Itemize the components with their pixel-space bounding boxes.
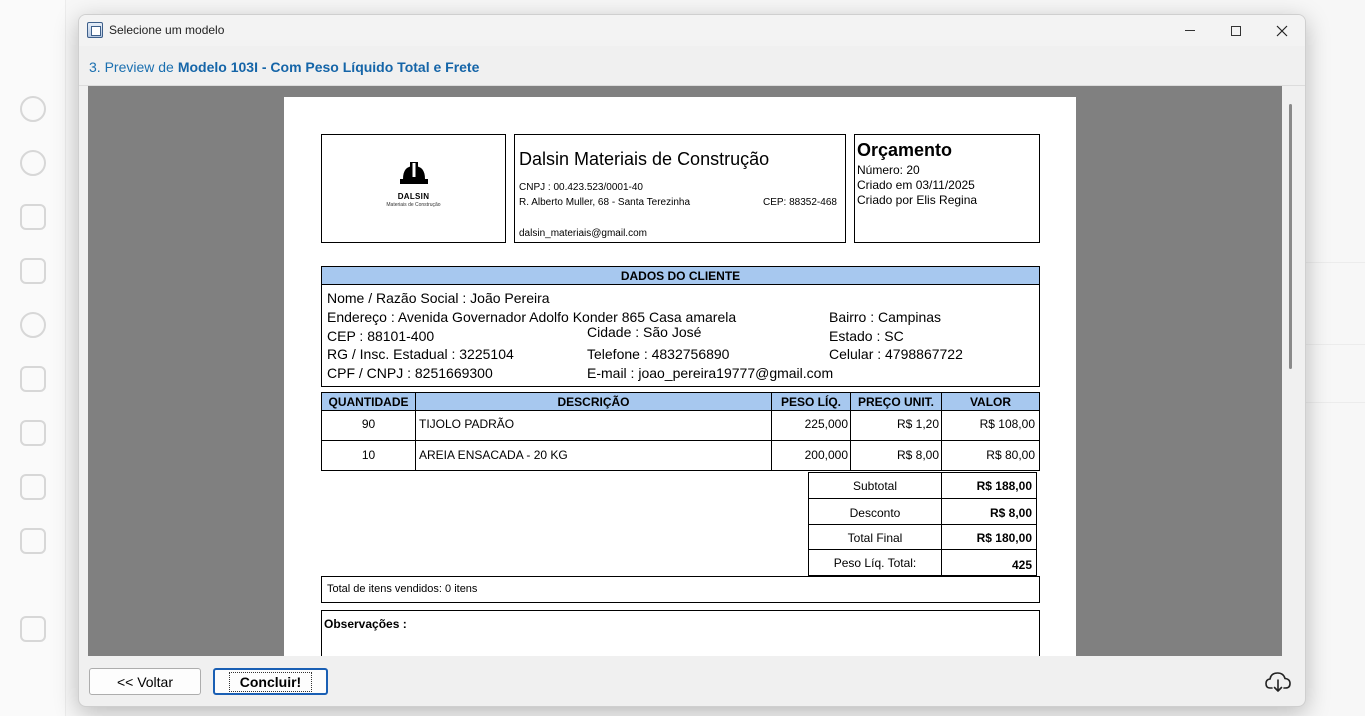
- background-sidebar: [0, 0, 66, 716]
- back-button[interactable]: << Voltar: [89, 668, 201, 695]
- table-row-1-unit: R$ 1,20: [850, 410, 942, 441]
- table-row-2-weight: 200,000: [771, 440, 851, 471]
- company-cnpj: CNPJ : 00.423.523/0001-40: [519, 182, 643, 193]
- close-button[interactable]: [1259, 15, 1305, 46]
- background-divider: [1306, 262, 1365, 263]
- subtotal-value: R$ 188,00: [941, 472, 1037, 499]
- table-row-1-desc: TIJOLO PADRÃO: [415, 410, 772, 441]
- calendar-icon: [20, 258, 46, 284]
- col-header-weight: PESO LÍQ.: [771, 392, 851, 411]
- discount-value: R$ 8,00: [941, 498, 1037, 525]
- client-email: E-mail : joao_pereira19777@gmail.com: [587, 365, 834, 381]
- client-neighborhood: Bairro : Campinas: [829, 309, 942, 325]
- helmet-logo-icon: [399, 161, 429, 187]
- company-email: dalsin_materiais@gmail.com: [519, 228, 647, 239]
- document-page: [284, 97, 1076, 656]
- tag-icon: [20, 204, 46, 230]
- company-address: R. Alberto Muller, 68 - Santa Terezinha: [519, 197, 691, 208]
- net-weight-total-value: 425: [941, 549, 1037, 576]
- client-cell: Celular : 4798867722: [829, 346, 963, 362]
- minimize-button[interactable]: [1167, 15, 1213, 46]
- cloud-download-icon[interactable]: [1265, 671, 1291, 693]
- company-box: [514, 134, 846, 243]
- col-header-description: DESCRIÇÃO: [415, 392, 772, 411]
- quote-created-on: Criado em 03/11/2025: [857, 178, 975, 192]
- wallet-icon: [20, 420, 46, 446]
- finish-button-label: Concluir!: [229, 672, 312, 692]
- discount-label: Desconto: [808, 498, 942, 525]
- dollar-icon: [20, 96, 46, 122]
- col-header-quantity: QUANTIDADE: [321, 392, 416, 411]
- model-name: Modelo 103I - Com Peso Líquido Total e Frete: [177, 59, 480, 75]
- logo-subtext: Materiais de Construção: [386, 202, 441, 208]
- table-row-1-qty: 90: [321, 410, 416, 441]
- subtotal-label: Subtotal: [808, 472, 942, 499]
- minimize-icon: [1185, 30, 1195, 31]
- title-bar: [79, 15, 1305, 46]
- finish-button[interactable]: [213, 668, 328, 695]
- background-divider: [1306, 402, 1365, 403]
- chart-icon: [20, 474, 46, 500]
- step-prefix: 3. Preview de: [89, 59, 174, 75]
- maximize-icon: [1231, 26, 1241, 36]
- table-row-2-qty: 10: [321, 440, 416, 471]
- quote-created-by: Criado por Elis Regina: [857, 193, 978, 207]
- client-name: Nome / Razão Social : João Pereira: [327, 290, 550, 306]
- quote-box: [854, 134, 1040, 243]
- client-rg: RG / Insc. Estadual : 3225104: [327, 346, 514, 362]
- percent-icon: [20, 312, 46, 338]
- client-data-header: DADOS DO CLIENTE: [321, 266, 1040, 285]
- observations-label: Observações :: [324, 617, 407, 631]
- items-sold-box: [321, 576, 1040, 603]
- table-row-1-weight: 225,000: [771, 410, 851, 441]
- window-title: Selecione um modelo: [109, 23, 225, 37]
- maximize-button[interactable]: [1213, 15, 1259, 46]
- user-icon: [20, 150, 46, 176]
- close-icon: [1276, 25, 1288, 37]
- vertical-scrollbar[interactable]: [1282, 86, 1299, 656]
- preview-viewport[interactable]: [88, 86, 1299, 656]
- total-final-value: R$ 180,00: [941, 524, 1037, 550]
- quote-number: Número: 20: [857, 163, 920, 177]
- col-header-value: VALOR: [941, 392, 1040, 411]
- client-data-box: [321, 284, 1040, 387]
- app-icon: [87, 22, 103, 38]
- client-state: Estado : SC: [829, 328, 904, 344]
- total-final-label: Total Final: [808, 524, 942, 550]
- scrollbar-thumb[interactable]: [1289, 104, 1292, 369]
- select-model-dialog: [78, 14, 1306, 707]
- table-row-2-desc: AREIA ENSACADA - 20 KG: [415, 440, 772, 471]
- invoice-icon: [20, 528, 46, 554]
- items-sold-text: Total de itens vendidos: 0 itens: [327, 583, 478, 595]
- quote-title: Orçamento: [857, 140, 953, 160]
- col-header-unit-price: PREÇO UNIT.: [850, 392, 942, 411]
- apps-icon: [20, 616, 46, 642]
- client-city: Cidade : São José: [587, 324, 702, 340]
- table-row-2-value: R$ 80,00: [941, 440, 1040, 471]
- observations-box: [321, 610, 1040, 656]
- company-cep: CEP: 88352-468: [763, 197, 837, 208]
- client-address: Endereço : Avenida Governador Adolfo Konder 865 Casa amarela: [327, 309, 737, 325]
- company-name: Dalsin Materiais de Construção: [519, 149, 770, 169]
- net-weight-total-label: Peso Líq. Total:: [808, 549, 942, 576]
- logo-box: [321, 134, 506, 243]
- client-cpf: CPF / CNPJ : 8251669300: [327, 365, 493, 381]
- step-header: [89, 59, 479, 75]
- background-divider: [1306, 344, 1365, 345]
- logo-name: DALSIN: [397, 192, 430, 201]
- client-phone: Telefone : 4832756890: [587, 346, 730, 362]
- barcode-icon: [20, 366, 46, 392]
- client-cep: CEP : 88101-400: [327, 328, 435, 344]
- table-row-1-value: R$ 108,00: [941, 410, 1040, 441]
- table-row-2-unit: R$ 8,00: [850, 440, 942, 471]
